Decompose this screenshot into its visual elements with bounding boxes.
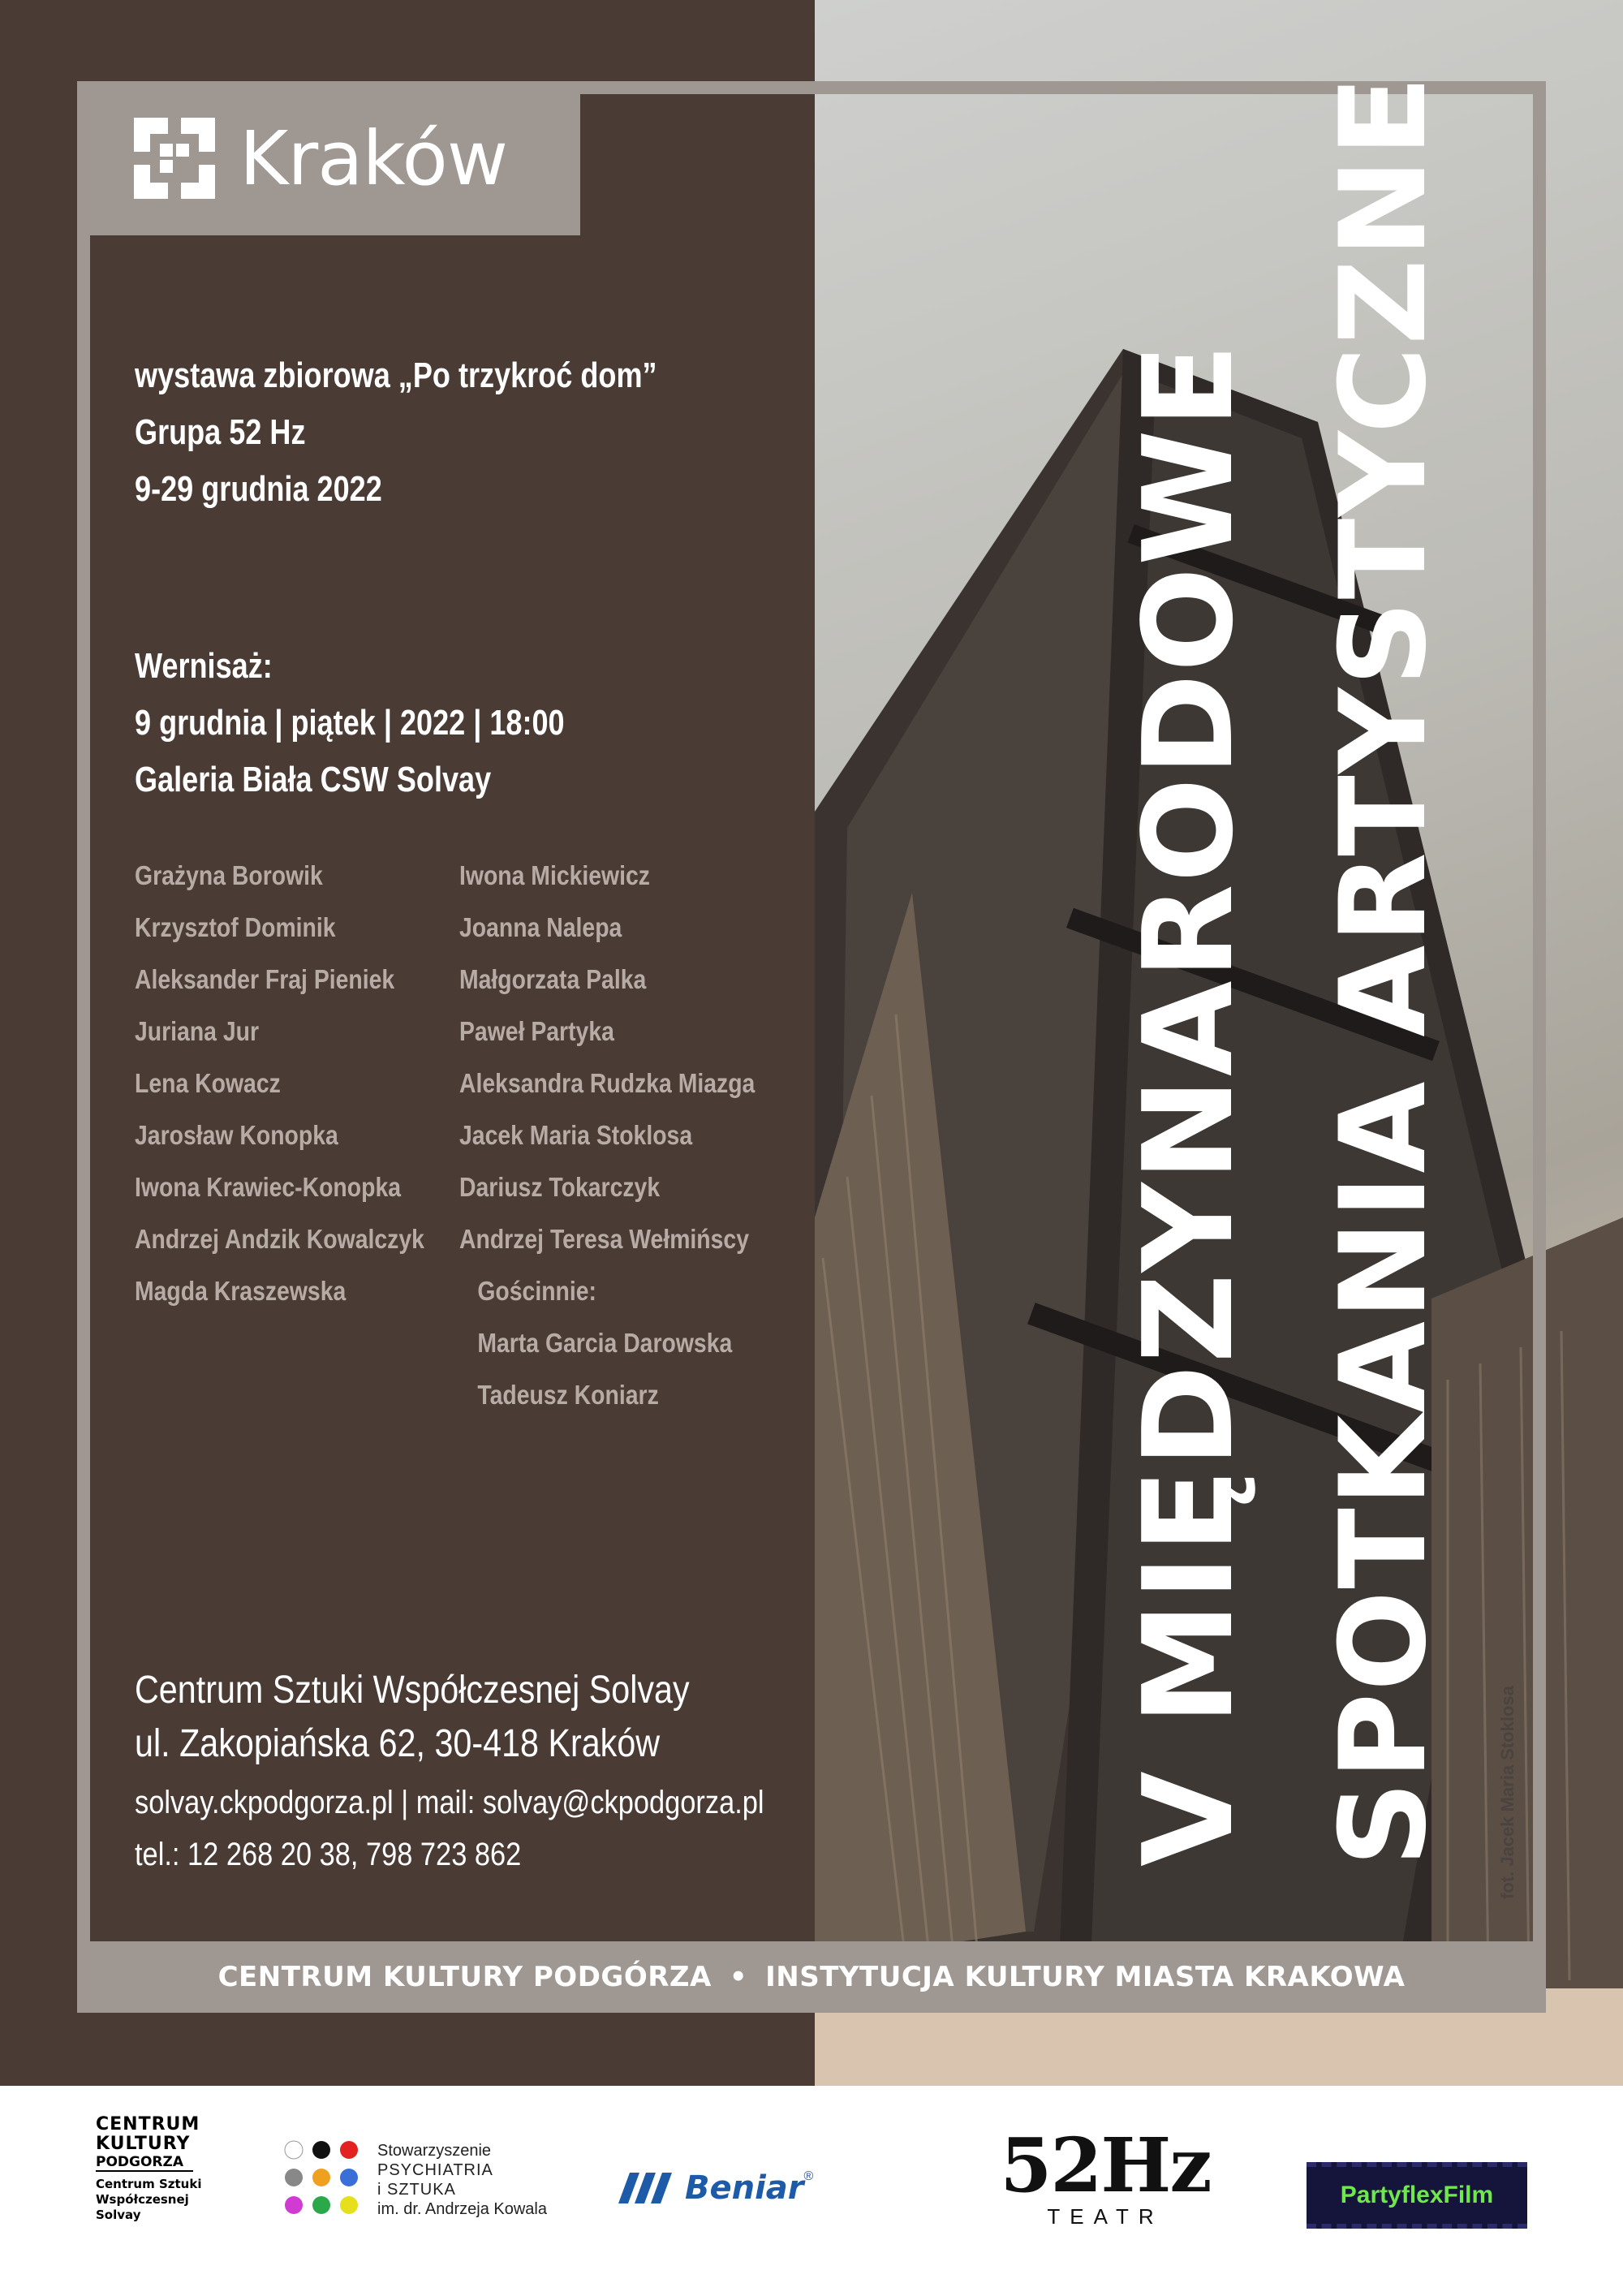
krakow-logo-text: Kraków	[239, 114, 508, 202]
artist-name: Joanna Nalepa	[459, 912, 622, 942]
artists-list-left	[135, 850, 424, 1317]
artist-name: Andrzej Teresa Wełmińscy	[459, 1224, 750, 1254]
beniar-stripes-icon	[618, 2173, 683, 2203]
opening-datetime: 9 grudnia | piątek | 2022 | 18:00	[135, 703, 565, 743]
psychiatria-text: Stowarzyszenie PSYCHIATRIA i SZTUKA im. dr. Andrzeja Kowala	[377, 2142, 547, 2218]
footer-right: INSTYTUCJA KULTURY MIASTA KRAKOWA	[765, 1961, 1406, 1993]
venue-info	[135, 1664, 764, 1880]
sponsors-strip	[0, 2086, 1623, 2296]
beniar-logo: Beniar ®	[618, 2169, 813, 2207]
artist-name: Aleksandra Rudzka Miazga	[459, 1068, 756, 1098]
artist-name: Grażyna Borowik	[135, 860, 323, 890]
guests-label: Gościnnie:	[477, 1276, 597, 1306]
opening-place: Galeria Biała CSW Solvay	[135, 760, 492, 799]
psychiatria-dots-logo	[282, 2139, 364, 2216]
artist-name: Juriana Jur	[135, 1016, 260, 1046]
title-line2: SPOTKANIA ARTYSTYCZNE	[1315, 74, 1453, 1867]
title-line1: V MIĘDZYNARODOWE	[1117, 342, 1260, 1867]
exhibition-group: Grupa 52 Hz	[135, 412, 306, 452]
venue-address: ul. Zakopiańska 62, 30-418 Kraków	[135, 1722, 661, 1765]
ckp-logo: CENTRUM KULTURY PODGORZA Centrum Sztuki Współczesnej Solvay	[96, 2114, 202, 2222]
footer-bullet: •	[729, 1961, 748, 1993]
artist-name: Małgorzata Palka	[459, 964, 647, 994]
krakow-logo-box	[77, 81, 580, 235]
artist-name: Dariusz Tokarczyk	[459, 1172, 661, 1202]
teatr-52hz-logo: 52Hz TEATR	[1000, 2122, 1211, 2229]
partyflexfilm-logo: PartyflexFilm	[1307, 2162, 1527, 2229]
artist-name: Iwona Krawiec-Konopka	[135, 1172, 402, 1202]
exhibition-dates: 9-29 grudnia 2022	[135, 469, 382, 509]
guest-name: Tadeusz Koniarz	[477, 1380, 659, 1410]
footer-band	[77, 1941, 1546, 2013]
venue-name: Centrum Sztuki Współczesnej Solvay	[135, 1669, 690, 1712]
artist-name: Krzysztof Dominik	[135, 912, 336, 942]
artists-list-right	[459, 850, 755, 1421]
venue-web-mail: solvay.ckpodgorza.pl | mail: solvay@ckpodgorza.pl	[135, 1785, 764, 1820]
artist-name: Jarosław Konopka	[135, 1120, 338, 1150]
artist-name: Andrzej Andzik Kowalczyk	[135, 1224, 424, 1254]
opening-label: Wernisaż:	[135, 646, 273, 686]
opening-info	[135, 638, 659, 808]
krakow-logo-icon	[134, 118, 215, 199]
photo-credit: fot. Jacek Maria Stoklosa	[1497, 1686, 1518, 1899]
exhibition-info	[135, 347, 772, 518]
guest-name: Marta Garcia Darowska	[477, 1328, 733, 1358]
artist-name: Jacek Maria Stoklosa	[459, 1120, 693, 1150]
artist-name: Magda Kraszewska	[135, 1276, 347, 1306]
artist-name: Aleksander Fraj Pieniek	[135, 964, 395, 994]
artist-name: Paweł Partyka	[459, 1016, 614, 1046]
venue-phone: tel.: 12 268 20 38, 798 723 862	[135, 1837, 522, 1872]
artist-name: Lena Kowacz	[135, 1068, 281, 1098]
exhibition-title: wystawa zbiorowa „Po trzykroć dom”	[135, 355, 657, 395]
footer-left: CENTRUM KULTURY PODGÓRZA	[217, 1961, 712, 1993]
artist-name: Iwona Mickiewicz	[459, 860, 650, 890]
